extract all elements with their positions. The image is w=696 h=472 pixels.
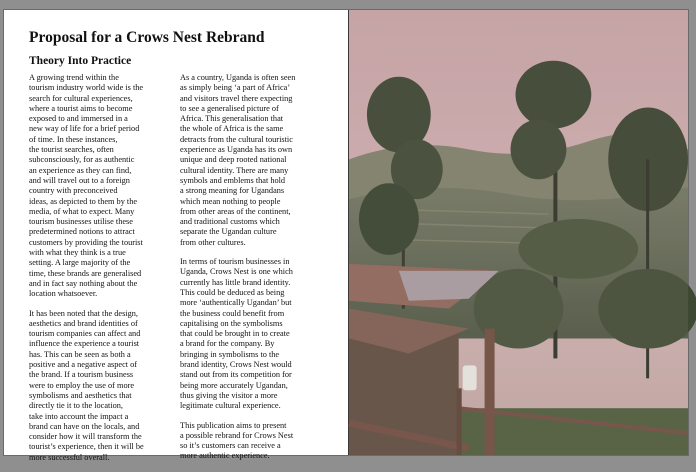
photo-illustration: [349, 10, 688, 455]
landscape-photo: [349, 10, 688, 455]
paragraph: A growing trend within the tourism industry world wide is the search for cultural experiences, where a tourist aims to become exposed to and immersed in a new way of life for a brief period of time. In these instances, the tourist searches, often subconsciously, for as authentic an experience as they can find, and will travel out to a foreign country with preconceived ideas, as depicted to them by the media, of what to expect. Many tourism businesses utilise these predetermined notions to attract customers by providing the tourist with what they think is a true setting. A large majority of the time, these brands are generalised and in fact say nothing about the location whatsoever.: [29, 73, 144, 299]
document-title: Proposal for a Crows Nest Rebrand: [29, 29, 265, 46]
document-spread: [3, 9, 689, 462]
text-page: [4, 10, 349, 462]
paragraph: It has been noted that the design, aesthetics and brand identities of tourism companies can affect and influence the experience a tourist has. This can be seen as both a positive and a negative aspect of the brand. If a tourism business were to employ the use of more symbolisms and aesthetics that directly tie it to the location, take into account the impact a brand can have on the locals, and consider how it will transform the tourist’s experience, then it will be more successful overall.: [29, 308, 144, 462]
right-column: [180, 73, 321, 472]
photo-tint: [349, 10, 688, 455]
paragraph: This publication aims to present a possible rebrand for Crows Nest so it’s customers can receive a more authentic experience.: [180, 420, 294, 461]
section-subtitle: Theory Into Practice: [29, 55, 132, 67]
left-column: [29, 73, 170, 472]
paragraph: In terms of tourism businesses in Uganda, Crows Nest is one which currently has little brand identity. This could be deduced as being more ‘authentically Ugandan’ but the business could benefit from capitalising on the symbolisms that could be brought in to create a brand for the company. By bringing in symbolisms to the brand identity, Crows Nest would stand out from its competition for being more accurately Ugandan, thus giving the visitor a more legitimate cultural experience.: [180, 257, 293, 411]
text-columns: [29, 73, 338, 472]
paragraph: As a country, Uganda is often seen as simply being ‘a part of Africa’ and visitors travel there expecting to see a generalised picture of Africa. This generalisation that the whole of Africa is the same detracts from the cultural touristic experience as Uganda has its own unique and deep rooted national cultural identity. There are many symbols and emblems that hold a strong meaning for Ugandans which mean nothing to people from other areas of the continent, and traditional customs which separate the Ugandan culture from other cultures.: [180, 73, 296, 247]
